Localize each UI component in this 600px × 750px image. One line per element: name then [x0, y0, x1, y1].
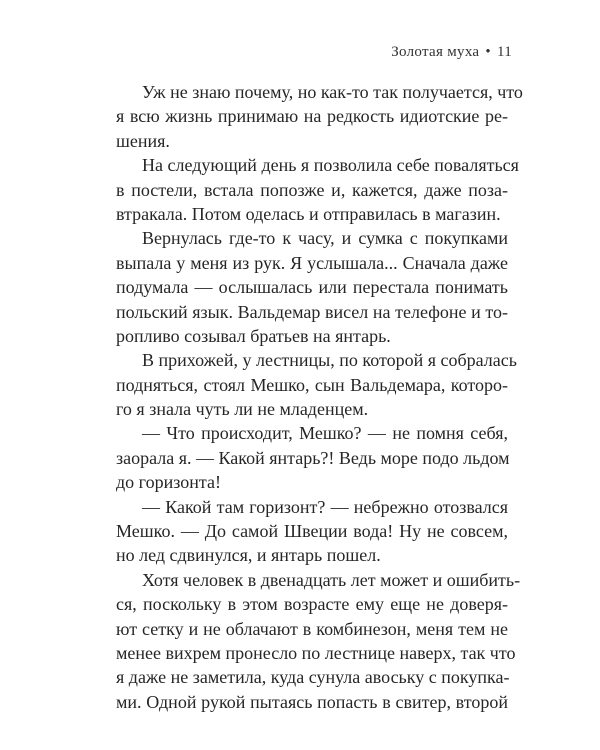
text-line: ропливо созывал братьев на янтарь. [116, 325, 391, 346]
paragraph [116, 348, 517, 421]
text-line: ся, поскольку в этом возрасте ему еще не доверя- [116, 594, 508, 615]
text-line: втракала. Потом оделась и отправилась в магазин. [116, 203, 501, 224]
text-line: ми. Одной рукой пытаясь попасть в свитер, второй [116, 691, 508, 712]
text-line: Мешко. — До самой Швеции вода! Ну не совсем, [116, 521, 508, 542]
book-title: Золотая муха [391, 44, 480, 60]
body-text [116, 80, 523, 714]
text-line: — Что происходит, Мешко? — не помня себя, [142, 423, 508, 444]
text-line: На следующий день я позволила себе поваляться [142, 155, 519, 176]
text-line: польский язык. Вальдемар висел на телефоне и то- [116, 301, 508, 322]
text-line: я даже не заметила, куда сунула авоську с покупка- [116, 667, 510, 688]
page-number: 11 [496, 44, 512, 60]
text-line: — Какой там горизонт? — небрежно отозвался [142, 496, 508, 517]
text-line: менее вихрем пронесло по лестнице наверх, так что [116, 642, 516, 663]
text-line: до горизонта! [116, 472, 221, 493]
header-separator: • [485, 44, 491, 60]
text-line: я всю жизнь принимаю на редкость идиотские ре- [116, 106, 508, 127]
paragraph [116, 421, 508, 494]
text-line: в постели, встала попозже и, кажется, даже поза- [116, 179, 508, 200]
paragraph [116, 495, 508, 568]
paragraph [116, 568, 521, 714]
text-line: го я знала чуть ли не младенцем. [116, 399, 369, 420]
text-line: ют сетку и не облачают в комбинезон, меня тем не [116, 618, 508, 639]
paragraph [116, 153, 519, 226]
paragraph [116, 80, 523, 153]
text-line: подняться, стоял Мешко, сын Вальдемара, которо- [116, 374, 508, 395]
text-line: подумала — ослышалась или перестала понимать [116, 277, 508, 298]
text-line: В прихожей, у лестницы, по которой я собралась [142, 350, 517, 371]
text-line: Уж не знаю почему, но как-то так получается, что [142, 82, 523, 102]
text-line: Вернулась где-то к часу, и сумка с покупками [142, 228, 508, 249]
running-header [391, 44, 512, 61]
text-line: выпала у меня из рук. Я услышала... Сначала даже [116, 252, 508, 273]
text-line: шения. [116, 130, 170, 151]
text-line: заорала я. — Какой янтарь?! Ведь море подо льдом [116, 447, 510, 468]
paragraph [116, 226, 508, 348]
text-line: но лед сдвинулся, и янтарь пошел. [116, 545, 381, 566]
text-line: Хотя человек в двенадцать лет может и ошибить- [142, 569, 521, 590]
